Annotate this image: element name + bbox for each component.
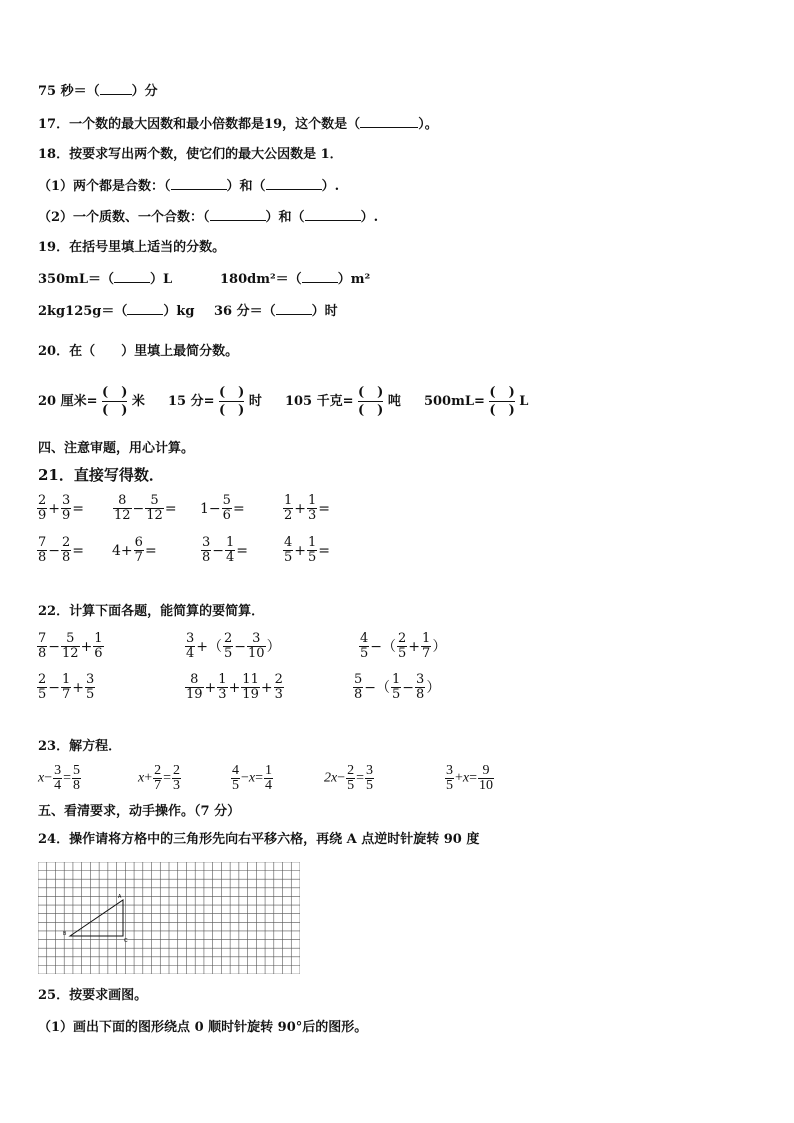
answer-blank[interactable] — [302, 270, 338, 283]
section-5-heading: 五、看清要求，动手操作。（7 分） — [38, 804, 241, 819]
triangle — [70, 900, 123, 936]
question-25: 25．按要求画图。 — [38, 988, 148, 1003]
question-20-items: 20 厘米= ( ) ( ) 米 15 分= ( ) ( ) 时 105 千克= ( ) ( ) 吨 500mL= ( ) ( ) L — [38, 385, 529, 418]
q21-row1-item2: $\frac{8}{12}$ − $\frac{5}{12}$ = — [114, 493, 177, 523]
question-17: 17．一个数的最大因数和最小倍数都是19，这个数是（ ）。 — [38, 117, 438, 132]
q21-row2-item3: $\frac{3}{8}$ − $\frac{1}{4}$ = — [202, 535, 249, 565]
answer-blank[interactable] — [266, 177, 322, 190]
question-22: 22．计算下面各题，能简算的要简算． — [38, 604, 265, 619]
answer-blank[interactable] — [210, 208, 266, 221]
q23-equation2: x+ $\frac{2}{7}$ = $\frac{2}{3}$ — [138, 763, 181, 793]
fraction-answer[interactable]: ( ) ( ) — [358, 385, 384, 418]
q22-expr2: $\frac{3}{4}$ +（ $\frac{2}{5}$ − $\frac{3}{10}$ ） — [186, 631, 281, 661]
fraction-answer[interactable]: ( ) ( ) — [219, 385, 245, 418]
answer-blank[interactable] — [127, 302, 163, 315]
q21-row2-item2: 4+ $\frac{6}{7}$ = — [112, 535, 157, 565]
question-18-part1: （1）两个都是合数：（ ）和（ ）. — [38, 179, 340, 194]
q22-expr1: $\frac{7}{8}$ − $\frac{5}{12}$ + $\frac{1}{6}$ — [38, 631, 103, 661]
question-75s: 75 秒＝（ ）分 — [38, 84, 158, 99]
q23-equation3: $\frac{4}{5}$ −x= $\frac{1}{4}$ — [232, 763, 273, 793]
q21-row1-item4: $\frac{1}{2}$ + $\frac{1}{3}$ = — [284, 493, 331, 523]
label-c: C — [124, 938, 128, 944]
fraction-answer[interactable]: ( ) ( ) — [102, 385, 128, 418]
q22-expr4: $\frac{2}{5}$ − $\frac{1}{7}$ + $\frac{3}{5}$ — [38, 672, 95, 702]
q22-expr3: $\frac{4}{5}$ −（ $\frac{2}{5}$ + $\frac{1}{7}$ ） — [360, 631, 447, 661]
question-24: 24．操作请将方格中的三角形先向右平移六格，再绕 A 点逆时针旋转 90 度 — [38, 832, 480, 847]
answer-blank[interactable] — [305, 208, 361, 221]
question-18-part2: （2）一个质数、一个合数：（ ）和（ ）. — [38, 210, 379, 225]
q22-expr6: $\frac{5}{8}$ −（ $\frac{1}{5}$ − $\frac{3}{8}$ ） — [354, 672, 441, 702]
answer-blank[interactable] — [276, 302, 312, 315]
q21-row1-item3: 1− $\frac{5}{6}$ = — [200, 493, 245, 523]
question-18: 18．按要求写出两个数，使它们的最大公因数是 1． — [38, 147, 343, 162]
question-20: 20．在（ ）里填上最简分数。 — [38, 344, 239, 359]
answer-blank[interactable] — [360, 115, 418, 128]
question-19-row1b: 180dm²＝（ ）m² — [220, 272, 371, 287]
label-b: B — [63, 931, 67, 937]
label-a: A — [118, 894, 122, 900]
question-21: 21．直接写得数． — [38, 466, 164, 484]
answer-blank[interactable] — [114, 270, 150, 283]
question-19-row2: 2kg125g＝（ ）kg — [38, 304, 195, 319]
q22-expr5: $\frac{8}{19}$ + $\frac{1}{3}$ + $\frac{11}{19}$ + $\frac{2}{3}$ — [186, 672, 283, 702]
question-19: 19．在括号里填上适当的分数。 — [38, 240, 226, 255]
question-19-row1: 350mL＝（ ）L — [38, 272, 173, 287]
triangle-grid[interactable] — [38, 862, 300, 974]
q21-row2-item4: $\frac{4}{5}$ + $\frac{1}{5}$ = — [284, 535, 331, 565]
section-4-heading: 四、注意审题，用心计算。 — [38, 441, 195, 456]
question-23: 23．解方程． — [38, 739, 122, 754]
q21-row1-item1: $\frac{2}{9}$ + $\frac{3}{9}$ = — [38, 493, 85, 523]
q21-row2-item1: $\frac{7}{8}$ − $\frac{2}{8}$ = — [38, 535, 85, 565]
question-19-row2b: 36 分＝（ ）时 — [214, 304, 338, 319]
fraction-answer[interactable]: ( ) ( ) — [489, 385, 515, 418]
answer-blank[interactable] — [100, 82, 132, 95]
q23-equation5: $\frac{3}{5}$ +x= $\frac{9}{10}$ — [446, 763, 494, 793]
q23-equation4: 2x− $\frac{2}{5}$ = $\frac{3}{5}$ — [324, 763, 374, 793]
question-25-part1: （1）画出下面的图形绕点 0 顺时针旋转 90°后的图形。 — [38, 1020, 368, 1035]
q23-equation1: x− $\frac{3}{4}$ = $\frac{5}{8}$ — [38, 763, 81, 793]
answer-blank[interactable] — [171, 177, 227, 190]
